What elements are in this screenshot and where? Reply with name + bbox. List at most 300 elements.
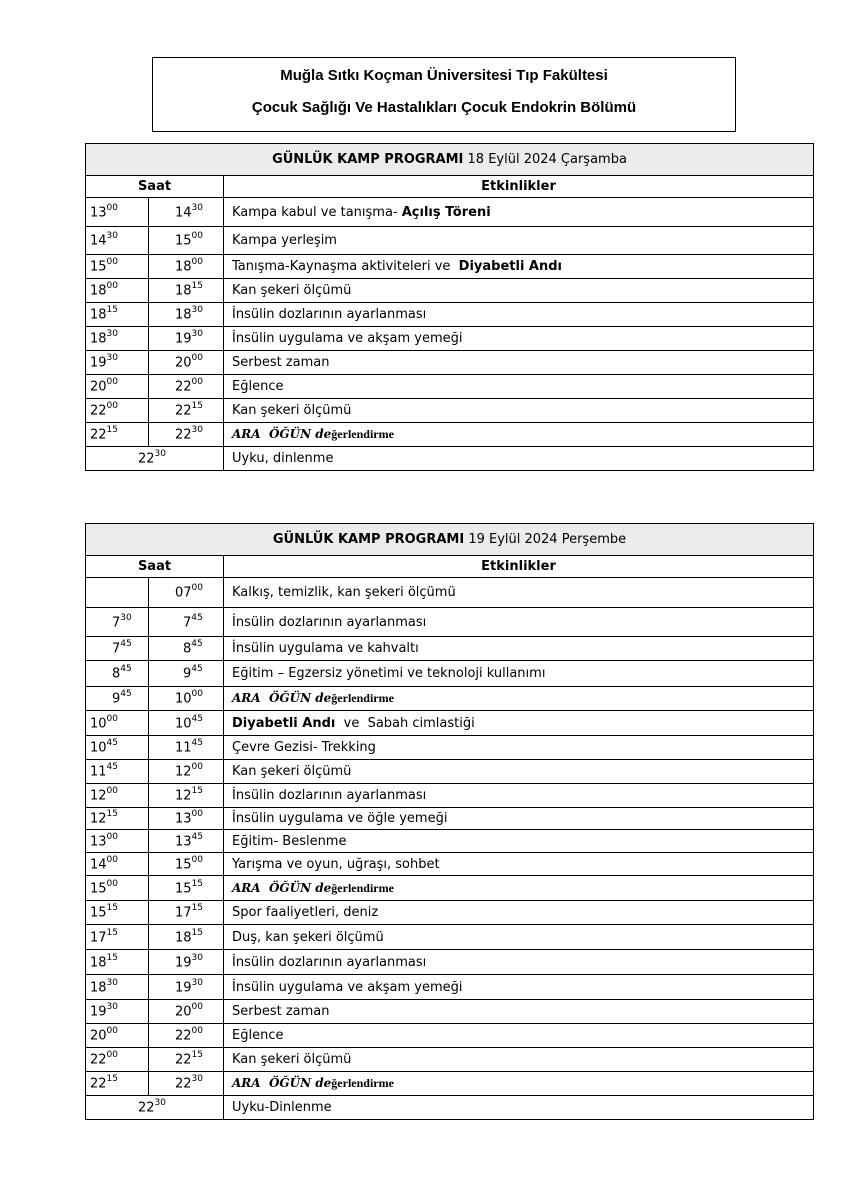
table-row <box>86 279 814 303</box>
end-time-minute: 00 <box>191 377 203 388</box>
start-time-hour: 12 <box>90 811 107 827</box>
day2-title-row <box>86 524 814 556</box>
start-time-minute: 45 <box>120 689 132 700</box>
start-time-minute: 30 <box>106 231 118 242</box>
start-time-hour: 12 <box>90 788 107 804</box>
end-time-minute: 30 <box>191 1074 203 1085</box>
start-time-minute: 00 <box>106 401 118 412</box>
activity-cell <box>224 198 814 227</box>
activity-text: İnsülin dozlarının ayarlanması <box>232 614 427 630</box>
start-time-hour: 20 <box>90 1028 107 1044</box>
end-time-hour: 20 <box>175 1004 192 1020</box>
snack-review-text: ARA ÖĞÜN de <box>232 427 332 441</box>
table-row <box>86 423 814 447</box>
start-time-hour: 20 <box>90 379 107 395</box>
end-time-minute: 30 <box>191 329 203 340</box>
table-row-last <box>86 447 814 471</box>
activity-text: Duş, kan şekeri ölçümü <box>232 929 384 945</box>
end-time-hour: 22 <box>175 1076 192 1092</box>
table-row <box>86 876 814 901</box>
end-time-minute: 45 <box>191 612 203 623</box>
start-time-minute: 30 <box>106 977 118 988</box>
end-time-minute: 15 <box>191 927 203 938</box>
activity-text: Kampa kabul ve tanışma- <box>232 204 402 220</box>
end-time-minute: 30 <box>191 977 203 988</box>
table-row <box>86 303 814 327</box>
day1-program-table <box>85 143 814 471</box>
end-time-hour: 13 <box>175 811 192 827</box>
end-time-cell <box>149 423 224 447</box>
end-time-cell <box>149 1024 224 1048</box>
activity-cell <box>224 255 814 279</box>
activity-cell <box>224 327 814 351</box>
activity-text: İnsülin dozlarının ayarlanması <box>232 307 427 322</box>
day1-col-time: Saat <box>86 176 224 198</box>
start-time-hour: 18 <box>90 955 107 971</box>
start-time-cell <box>86 637 149 661</box>
table-row <box>86 711 814 736</box>
table-row <box>86 198 814 227</box>
start-time-cell <box>86 327 149 351</box>
start-time-cell <box>86 1024 149 1048</box>
snack-review-tail: ğerlendirme <box>331 880 394 895</box>
bedtime-hour: 22 <box>138 451 155 467</box>
start-time-minute: 15 <box>106 1074 118 1085</box>
activity-cell <box>224 1048 814 1072</box>
start-time-hour: 15 <box>90 881 107 897</box>
start-time-minute: 00 <box>106 1050 118 1061</box>
activity-cell <box>224 637 814 661</box>
start-time-minute: 30 <box>106 329 118 340</box>
activity-cell <box>224 303 814 327</box>
activity-cell <box>224 661 814 687</box>
table-row <box>86 637 814 661</box>
end-time-hour: 10 <box>175 716 192 732</box>
activity-text: Kan şekeri ölçümü <box>232 403 352 418</box>
table-row <box>86 950 814 975</box>
activity-cell <box>224 351 814 375</box>
start-time-hour: 17 <box>90 930 107 946</box>
table-row <box>86 925 814 950</box>
table-row <box>86 351 814 375</box>
start-time-hour: 15 <box>90 259 107 275</box>
end-time-cell <box>149 808 224 830</box>
start-time-cell <box>86 760 149 784</box>
end-time-hour: 20 <box>175 355 192 371</box>
start-time-cell <box>86 711 149 736</box>
start-time-hour: 15 <box>90 905 107 921</box>
end-time-cell <box>149 950 224 975</box>
table-row <box>86 853 814 876</box>
end-time-minute: 15 <box>191 786 203 797</box>
activity-cell <box>224 1024 814 1048</box>
end-time-cell <box>149 876 224 901</box>
start-time-hour: 7 <box>112 615 121 631</box>
start-time-minute: 15 <box>106 927 118 938</box>
day2-column-header-row <box>86 556 814 578</box>
end-time-minute: 00 <box>191 257 203 268</box>
table-row <box>86 255 814 279</box>
end-time-hour: 8 <box>183 641 192 657</box>
table-row <box>86 1048 814 1072</box>
end-time-minute: 00 <box>191 1002 203 1013</box>
end-time-hour: 19 <box>175 980 192 996</box>
end-time-minute: 00 <box>191 809 203 820</box>
end-time-cell <box>149 1048 224 1072</box>
table-row <box>86 784 814 808</box>
day1-col-activity: Etkinlikler <box>224 176 814 198</box>
table-row <box>86 375 814 399</box>
day1-program-title: GÜNLÜK KAMP PROGRAMI <box>272 152 464 167</box>
end-time-hour: 22 <box>175 379 192 395</box>
activity-cell <box>224 925 814 950</box>
start-time-minute: 00 <box>106 1026 118 1037</box>
activity-cell <box>224 760 814 784</box>
activity-cell <box>224 1072 814 1096</box>
activity-cell <box>224 975 814 1000</box>
start-time-cell <box>86 853 149 876</box>
snack-review-text: ARA ÖĞÜN de <box>232 691 332 705</box>
start-time-cell <box>86 661 149 687</box>
activity-cell <box>224 279 814 303</box>
end-time-cell <box>149 687 224 711</box>
end-time-minute: 30 <box>191 952 203 963</box>
end-time-minute: 00 <box>191 689 203 700</box>
end-time-hour: 15 <box>175 233 192 249</box>
activity-text: İnsülin uygulama ve kahvaltı <box>232 641 419 656</box>
activity-cell <box>224 830 814 853</box>
activity-text: Kan şekeri ölçümü <box>232 283 352 298</box>
end-time-cell <box>149 661 224 687</box>
start-time-minute: 45 <box>106 762 118 773</box>
end-time-cell <box>149 830 224 853</box>
end-time-hour: 18 <box>175 283 192 299</box>
end-time-hour: 12 <box>175 764 192 780</box>
snack-review-tail: ğerlendirme <box>331 427 394 441</box>
snack-review-tail: ğerlendirme <box>331 691 394 705</box>
start-time-hour: 10 <box>90 740 107 756</box>
start-time-hour: 18 <box>90 980 107 996</box>
end-time-hour: 22 <box>175 427 192 443</box>
start-time-cell <box>86 687 149 711</box>
start-time-cell <box>86 876 149 901</box>
activity-text: Eğitim – Egzersiz yönetimi ve teknoloji kullanımı <box>232 666 546 681</box>
end-time-cell <box>149 608 224 637</box>
end-time-hour: 19 <box>175 955 192 971</box>
start-time-cell <box>86 830 149 853</box>
activity-cell <box>224 608 814 637</box>
start-time-hour: 18 <box>90 283 107 299</box>
table-row-last <box>86 1096 814 1120</box>
snack-review-tail: ğerlendirme <box>331 1076 394 1090</box>
end-time-cell <box>149 198 224 227</box>
document-title-box <box>152 57 736 132</box>
table-row <box>86 901 814 925</box>
activity-text: Eğitim- Beslenme <box>232 833 347 849</box>
start-time-cell <box>86 303 149 327</box>
start-time-hour: 22 <box>90 1076 107 1092</box>
end-time-hour: 14 <box>175 205 192 221</box>
start-time-cell <box>86 578 149 608</box>
start-time-minute: 15 <box>106 809 118 820</box>
end-time-hour: 22 <box>175 1052 192 1068</box>
start-time-cell <box>86 399 149 423</box>
start-time-hour: 22 <box>90 1052 107 1068</box>
day2-program-table <box>85 523 814 1120</box>
start-time-hour: 14 <box>90 857 107 873</box>
activity-cell <box>224 711 814 736</box>
activity-text: Kampa yerleşim <box>232 233 337 248</box>
end-time-cell <box>149 736 224 760</box>
end-time-minute: 45 <box>191 713 203 724</box>
start-time-cell <box>86 375 149 399</box>
table-row <box>86 687 814 711</box>
end-time-minute: 00 <box>191 762 203 773</box>
end-time-minute: 15 <box>191 878 203 889</box>
end-time-hour: 15 <box>175 857 192 873</box>
end-time-minute: 30 <box>191 305 203 316</box>
end-time-minute: 00 <box>191 353 203 364</box>
activity-cell <box>224 901 814 925</box>
start-time-minute: 45 <box>120 664 132 675</box>
end-time-cell <box>149 1072 224 1096</box>
start-time-hour: 9 <box>112 691 121 707</box>
table-row <box>86 227 814 255</box>
start-time-cell <box>86 784 149 808</box>
activity-cell <box>224 578 814 608</box>
start-time-hour: 11 <box>90 764 107 780</box>
start-time-minute: 30 <box>106 1002 118 1013</box>
day2-col-time: Saat <box>86 556 224 578</box>
end-time-hour: 18 <box>175 307 192 323</box>
start-time-minute: 15 <box>106 305 118 316</box>
activity-text: Kan şekeri ölçümü <box>232 1052 352 1067</box>
end-time-minute: 45 <box>191 831 203 842</box>
activity-bold: Açılış Töreni <box>401 204 491 220</box>
activity-text: İnsülin uygulama ve öğle yemeği <box>232 811 448 826</box>
end-time-minute: 45 <box>191 738 203 749</box>
start-time-cell <box>86 925 149 950</box>
snack-review-text: ARA ÖĞÜN de <box>232 880 332 895</box>
bedtime-minute: 30 <box>154 449 166 460</box>
start-time-minute: 00 <box>106 377 118 388</box>
bedtime-hour: 22 <box>138 1100 155 1116</box>
end-time-hour: 22 <box>175 1028 192 1044</box>
table-row <box>86 736 814 760</box>
day1-column-header-row <box>86 176 814 198</box>
start-time-hour: 18 <box>90 331 107 347</box>
end-time-cell <box>149 255 224 279</box>
activity-cell <box>224 853 814 876</box>
end-time-hour: 07 <box>175 585 192 601</box>
start-time-hour: 14 <box>90 233 107 249</box>
end-time-minute: 30 <box>191 425 203 436</box>
start-time-hour: 10 <box>90 716 107 732</box>
snack-review-text: ARA ÖĞÜN de <box>232 1076 332 1090</box>
end-time-hour: 18 <box>175 259 192 275</box>
day2-title-cell <box>86 524 814 556</box>
activity-cell <box>224 399 814 423</box>
start-time-minute: 45 <box>106 738 118 749</box>
day2-program-date: 19 Eylül 2024 Perşembe <box>464 532 627 547</box>
table-row <box>86 808 814 830</box>
start-time-hour: 19 <box>90 1004 107 1020</box>
activity-cell <box>224 227 814 255</box>
activity-cell <box>224 375 814 399</box>
end-time-cell <box>149 578 224 608</box>
activity-text: İnsülin uygulama ve akşam yemeği <box>232 331 463 346</box>
activity-text: Kan şekeri ölçümü <box>232 764 352 779</box>
start-time-cell <box>86 1072 149 1096</box>
start-time-cell <box>86 608 149 637</box>
table-row <box>86 399 814 423</box>
start-time-minute: 00 <box>106 202 118 213</box>
end-time-minute: 00 <box>191 854 203 865</box>
start-time-minute: 00 <box>106 786 118 797</box>
end-time-cell <box>149 279 224 303</box>
end-time-cell <box>149 303 224 327</box>
day1-title-row <box>86 144 814 176</box>
end-time-cell <box>149 227 224 255</box>
start-time-hour: 8 <box>112 666 121 682</box>
activity-text: Çevre Gezisi- Trekking <box>232 740 376 755</box>
end-time-minute: 00 <box>191 583 203 594</box>
day2-program-title: GÜNLÜK KAMP PROGRAMI <box>272 532 465 547</box>
start-time-cell <box>86 808 149 830</box>
activity-text: ve Sabah cimlastiği <box>335 715 475 731</box>
activity-cell: Uyku-Dinlenme <box>224 1096 814 1120</box>
end-time-minute: 45 <box>191 639 203 650</box>
end-time-cell <box>149 711 224 736</box>
end-time-cell <box>149 901 224 925</box>
start-time-minute: 15 <box>106 425 118 436</box>
end-time-hour: 11 <box>175 740 192 756</box>
end-time-hour: 10 <box>175 691 192 707</box>
end-time-minute: 00 <box>191 1026 203 1037</box>
bedtime-cell <box>86 1096 224 1120</box>
activity-text: Serbest zaman <box>232 1004 330 1019</box>
start-time-minute: 15 <box>106 903 118 914</box>
end-time-minute: 15 <box>191 903 203 914</box>
start-time-hour: 7 <box>112 641 121 657</box>
start-time-cell <box>86 901 149 925</box>
start-time-hour: 18 <box>90 307 107 323</box>
start-time-cell <box>86 736 149 760</box>
activity-cell <box>224 784 814 808</box>
start-time-cell <box>86 279 149 303</box>
end-time-hour: 17 <box>175 905 192 921</box>
day1-title-cell <box>86 144 814 176</box>
start-time-minute: 00 <box>106 831 118 842</box>
activity-bold: Diyabetli Andı <box>458 259 563 274</box>
activity-cell <box>224 1000 814 1024</box>
end-time-cell <box>149 975 224 1000</box>
start-time-minute: 45 <box>120 639 132 650</box>
start-time-cell <box>86 255 149 279</box>
start-time-cell <box>86 351 149 375</box>
start-time-minute: 00 <box>106 854 118 865</box>
start-time-minute: 00 <box>106 281 118 292</box>
start-time-hour: 13 <box>90 834 107 850</box>
end-time-cell <box>149 1000 224 1024</box>
end-time-minute: 00 <box>191 231 203 242</box>
activity-text: Eğlence <box>232 1028 284 1043</box>
end-time-minute: 45 <box>191 664 203 675</box>
table-row <box>86 327 814 351</box>
start-time-cell <box>86 227 149 255</box>
activity-text: Serbest zaman <box>232 355 330 370</box>
table-row <box>86 608 814 637</box>
end-time-cell <box>149 399 224 423</box>
bedtime-minute: 30 <box>154 1098 166 1109</box>
start-time-cell <box>86 198 149 227</box>
end-time-cell <box>149 351 224 375</box>
day1-program-date: 18 Eylül 2024 Çarşamba <box>463 152 627 167</box>
table-row <box>86 760 814 784</box>
start-time-cell <box>86 950 149 975</box>
end-time-hour: 9 <box>183 666 192 682</box>
end-time-cell <box>149 925 224 950</box>
activity-cell <box>224 736 814 760</box>
end-time-cell <box>149 784 224 808</box>
activity-text: Kalkış, temizlik, kan şekeri ölçümü <box>232 585 456 600</box>
start-time-hour: 13 <box>90 205 107 221</box>
table-row <box>86 1000 814 1024</box>
start-time-hour: 19 <box>90 355 107 371</box>
end-time-cell <box>149 853 224 876</box>
end-time-hour: 19 <box>175 331 192 347</box>
activity-cell <box>224 687 814 711</box>
activity-cell <box>224 950 814 975</box>
end-time-hour: 7 <box>183 615 192 631</box>
activity-text: İnsülin dozlarının ayarlanması <box>232 788 427 803</box>
start-time-minute: 00 <box>106 713 118 724</box>
start-time-cell <box>86 423 149 447</box>
activity-cell: Uyku, dinlenme <box>224 447 814 471</box>
start-time-hour: 22 <box>90 403 107 419</box>
activity-bold: Diyabetli Andı <box>232 715 336 731</box>
start-time-cell <box>86 1048 149 1072</box>
end-time-cell <box>149 375 224 399</box>
start-time-minute: 30 <box>106 353 118 364</box>
table-row <box>86 661 814 687</box>
start-time-cell <box>86 1000 149 1024</box>
table-row <box>86 1024 814 1048</box>
end-time-minute: 15 <box>191 401 203 412</box>
end-time-minute: 15 <box>191 1050 203 1061</box>
end-time-hour: 22 <box>175 403 192 419</box>
start-time-hour: 22 <box>90 427 107 443</box>
start-time-minute: 15 <box>106 952 118 963</box>
activity-text: Yarışma ve oyun, uğraşı, sohbet <box>232 856 440 872</box>
day2-col-activity: Etkinlikler <box>224 556 814 578</box>
department-title: Çocuk Sağlığı Ve Hastalıkları Çocuk Endokrin Bölümü <box>251 99 637 116</box>
end-time-hour: 12 <box>175 788 192 804</box>
start-time-minute: 00 <box>106 257 118 268</box>
activity-text: Eğlence <box>232 379 284 394</box>
end-time-minute: 15 <box>191 281 203 292</box>
activity-text: Spor faaliyetleri, deniz <box>232 905 379 920</box>
activity-cell <box>224 876 814 901</box>
activity-text: Tanışma-Kaynaşma aktiviteleri ve <box>232 259 459 274</box>
end-time-hour: 13 <box>175 834 192 850</box>
end-time-hour: 15 <box>175 881 192 897</box>
table-row <box>86 1072 814 1096</box>
activity-cell <box>224 423 814 447</box>
table-row <box>86 578 814 608</box>
end-time-cell <box>149 327 224 351</box>
start-time-minute: 30 <box>120 612 132 623</box>
